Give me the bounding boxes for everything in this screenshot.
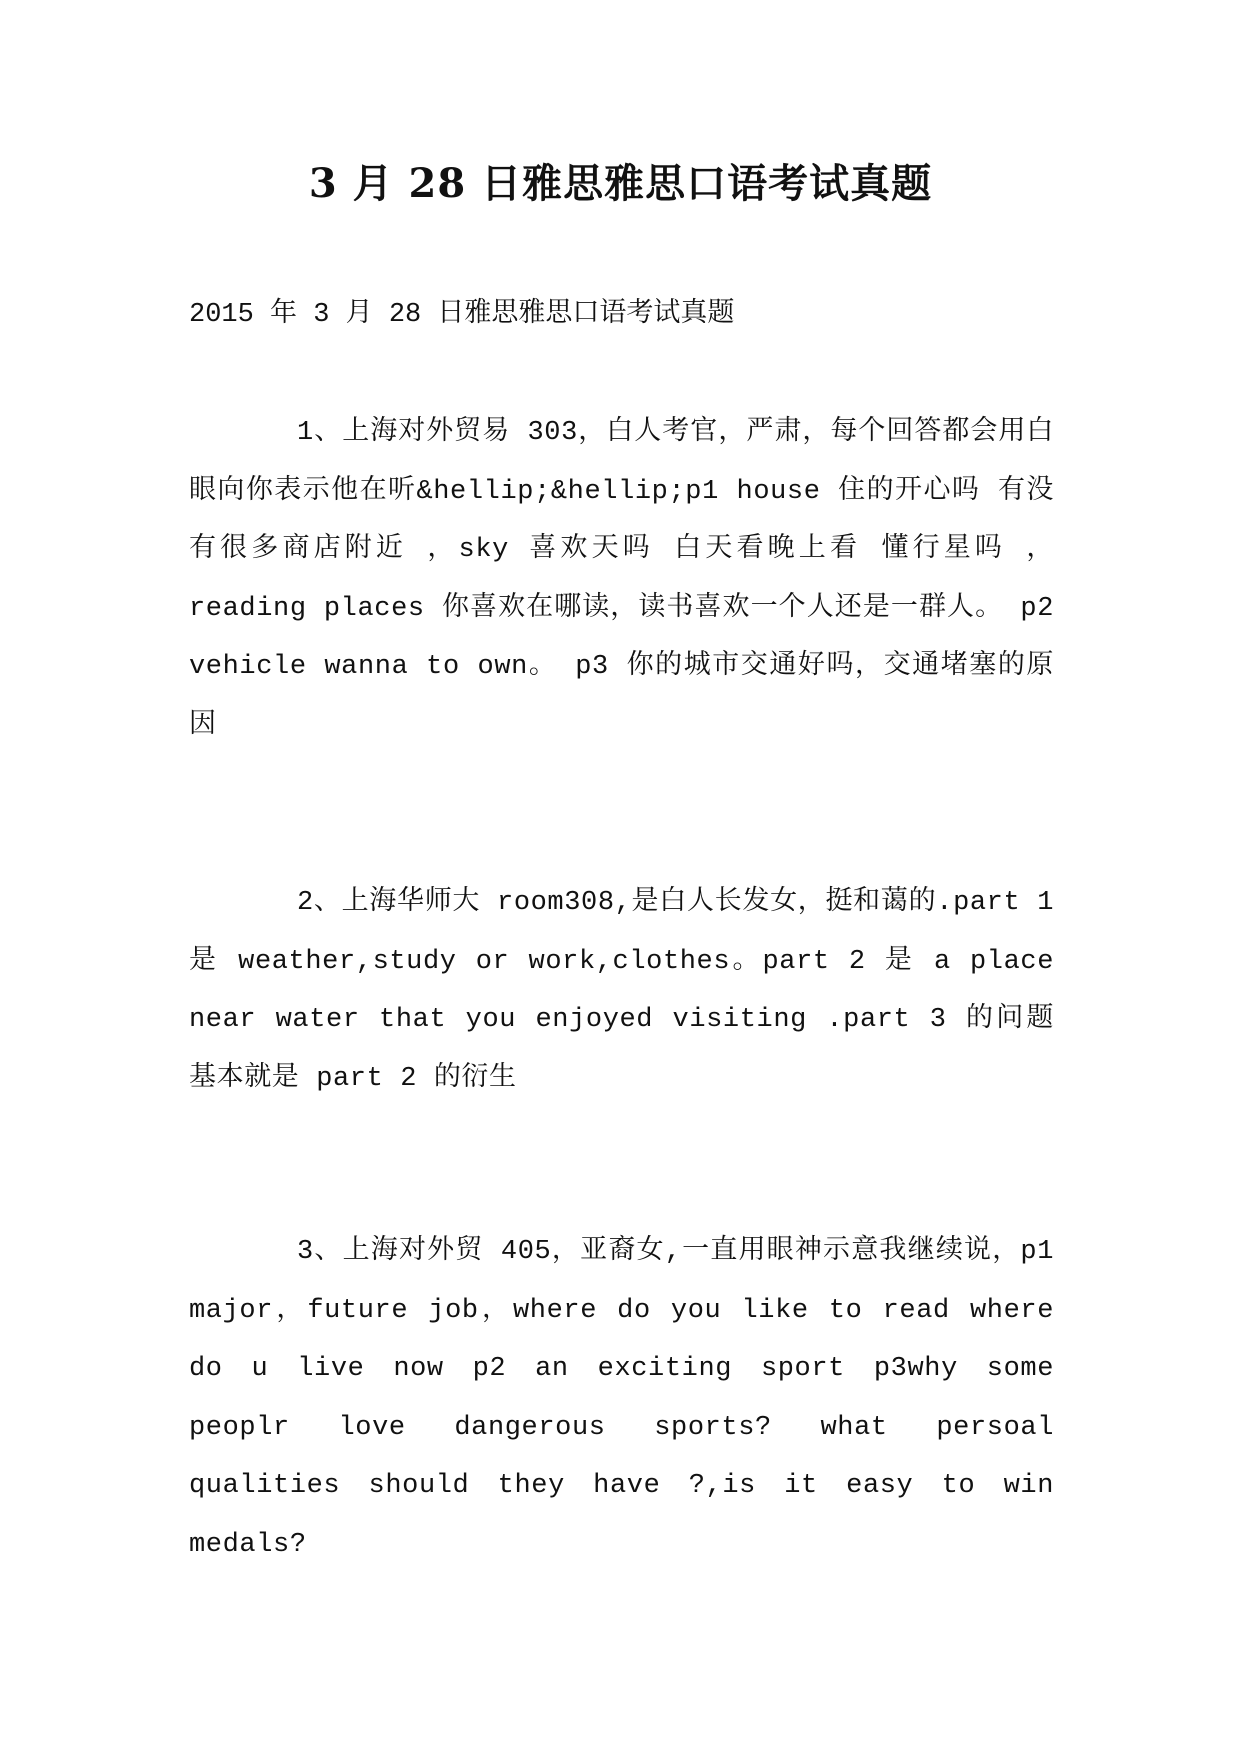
document-title: 3 月 28 日雅思雅思口语考试真题 [308, 160, 933, 207]
document-subtitle: 2015 年 3 月 28 日雅思雅思口语考试真题 [189, 300, 735, 330]
paragraph-exam-report-1: 1、上海对外贸易 303，白人考官，严肃，每个回答都会用白眼向你表示他在听&hellip;&hellip;p1 house 住的开心吗 有没有很多商店附近 ，sky 喜欢天吗 白天看晚上看 懂行星吗 ，reading places 你喜欢在哪读，读书喜欢一个人还是一群人。 p2 vehicle wanna to own。 p3 你的城市交通好吗，交通堵塞的原因 [189, 418, 1054, 741]
paragraph-exam-report-2: 2、上海华师大 room308,是白人长发女，挺和蔼的.part 1 是 weather,study or work,clothes。part 2 是 a place near water that you enjoyed visiting .part 3 的问题基本就是 part 2 的衍生 [189, 888, 1054, 1094]
paragraph-exam-report-3: 3、上海对外贸 405，亚裔女,一直用眼神示意我继续说，p1 major，future job，where do you like to read where do u live now p2 an exciting sport p3why some peoplr love dangerous sports? what persoal qualities should they have ?,is it easy to win medals? [189, 1237, 1054, 1560]
